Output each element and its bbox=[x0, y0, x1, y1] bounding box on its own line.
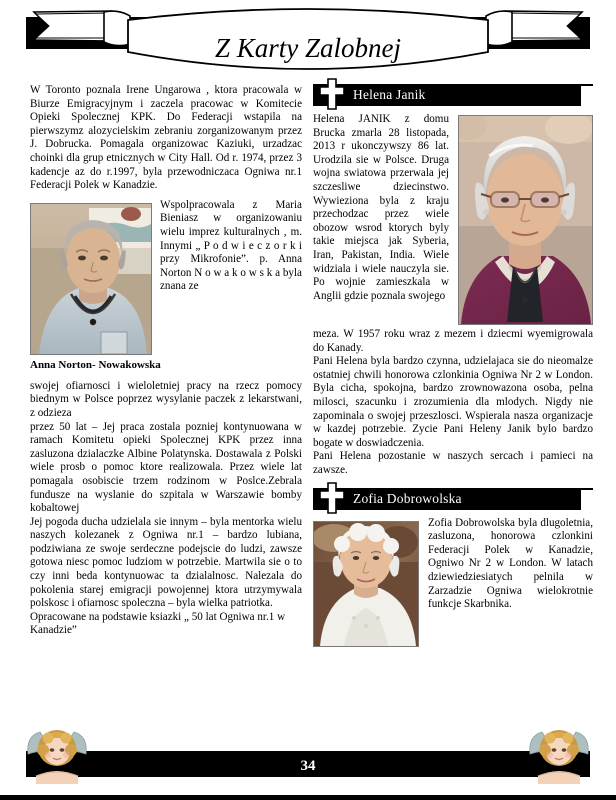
helena-body-2: Pani Helena byla bardzo czynna, udzielajaca sie do nieomalze ostatniej chwili honorowa czlonkinia Ogniwa Nr 2 w London. Byla cicha, spokojna, bardzo zrownowazona osoba, pelna milosci, szacunku i zrozumienia dla mlodych. Nigdy nie zapominala o swojej przeszlosci. Wspierala nasza organizacje w kazdej potrzebie. Zycie Pani Heleny Janik bylo bardzo bogate w doswiadczenia. bbox=[313, 355, 593, 449]
section-header-zofia-dobrowolska bbox=[313, 488, 593, 510]
photo-anna-norton-nowakowska-image bbox=[31, 204, 151, 354]
masthead-title: Z Karty Zalobnej bbox=[214, 33, 402, 63]
left-column bbox=[30, 84, 302, 638]
photo-helena-janik-image bbox=[459, 116, 592, 324]
cross-icon bbox=[319, 78, 345, 110]
cross-icon bbox=[319, 482, 345, 514]
masthead-banner bbox=[0, 0, 616, 78]
section-header-helena-janik bbox=[313, 84, 593, 106]
helena-body-3: Pani Helena pozostanie w naszych sercach i pamieci na zawsze. bbox=[313, 450, 593, 476]
left-wrap-paragraph: Wspolpracowala z Maria Bieniasz w organizowaniu wielu imprez kulturalnych , m. Innymi „ P o d w i e c z o r k i przy Mikrofonie”. p. Anna Norton N o w a k o w s k a byla znana ze bbox=[160, 198, 302, 293]
helena-body-wrap: Helena JANIK z domu Brucka zmarla 28 listopada, 2013 r ukonczywszy 86 lat. Urodzila sie w Polsce. Druga wojna swiatowa przerwala jej szczesliwe dziecinstwo. Wywieziona byla z kraju przechodzac przez wiele obozow wsrod ktorych byly takie miejsca jak Syberia, Iran, Pakistan, India. Wiele widziala i wiele nauczyla sie. Po wojnie zamieszkala w Anglii gdzie poznala swojego bbox=[313, 113, 449, 302]
left-source-note: Opracowane na podstawie ksiazki „ 50 lat Ogniwa nr.1 w Kanadzie” bbox=[30, 610, 286, 637]
helena-body-1: meza. W 1957 roku wraz z mezem i dziecmi wyemigrowala do Kanady. bbox=[313, 328, 593, 354]
section-header-rule bbox=[581, 84, 593, 86]
zofia-body-wrap: Zofia Dobrowolska byla dlugoletnia, zasluzona, honorowa czlonkini Federacji Polek w Kanadzie, Ogniwo Nr 2 w London. W latach dziewiedziesiatych pelnila w Zarzadzie Ogniwa wielokrotnie funkcje Skarbnika. bbox=[428, 516, 593, 611]
section-title: Zofia Dobrowolska bbox=[353, 490, 462, 506]
left-intro-paragraph: W Toronto poznala Irene Ungarowa , ktora pracowala w Biurze Emigracyjnym i zaczela pracowac w Komitecie Opieki Spolecznej KPK. Do Federacji wstapila na pierwszymz alozycielskim zebraniu zorganizowanym przez J. Dobrucka. Pomagala organizowac Kaziuki, urzadzac choinki dla grup etnicznych w City Hall. Od r. 1974, przez 3 kadencje az do r.1997, byla przewodniczaca Ogniwa nr.1 Federacji Polek w Kanadzie. bbox=[30, 84, 302, 192]
left-body-paragraph-2: przez 50 lat – Jej praca zostala pozniej kontynuowana w ramach Komitetu opieki Spolecznej KPK przez inna zasluzona dzialaczke Albine Polatynska. Dostawala z Polski wiele prosb o pomoc ktore realizowala. Przez wiele lat pomagala osobiscie trzem rodzinom w Poslce.Zebrala fundusze na wyslanie do szpitala w Warszawie bomby kobaltowej bbox=[30, 420, 302, 515]
left-body-paragraph-3: Jej pogoda ducha udzielala sie innym – byla mentorka wielu naszych kolezanek z Ogniwa nr.1 – bardzo lubiana, podziwiana ze swoje serdeczne podejscie do ludzi, zawsze gotowa niesc pomoc ludziom w potrzebie. Martwila sie o to czy inni beda kontynuowac ta dzialalnosc. Nalezala do pokolenia starej emigracji powojennej ktora utrzymywala polskosc i ofiarnosc spoleczna – byla wielka patriotka. bbox=[30, 515, 302, 610]
photo-zofia-dobrowolska bbox=[313, 521, 419, 647]
cherub-angel-icon bbox=[526, 724, 592, 786]
section-header-rule bbox=[581, 488, 593, 490]
ribbon-banner-icon bbox=[0, 0, 616, 78]
cherub-angel-icon bbox=[24, 724, 90, 786]
photo-caption-anna: Anna Norton- Nowakowska bbox=[30, 358, 161, 371]
bottom-rule bbox=[0, 795, 616, 800]
photo-helena-janik bbox=[458, 115, 593, 325]
photo-zofia-dobrowolska-image bbox=[314, 522, 418, 646]
page-footer bbox=[0, 722, 616, 790]
photo-anna-norton-nowakowska bbox=[30, 203, 152, 355]
page-number: 34 bbox=[300, 758, 316, 774]
right-column bbox=[313, 84, 593, 649]
left-body-paragraph-1: swojej ofiarnosci i wieloletniej pracy na rzecz pomocy biednym w Polsce poprzez wysylanie paczek z lekarstwani, z odzieza bbox=[30, 379, 302, 419]
section-title: Helena Janik bbox=[353, 87, 426, 102]
